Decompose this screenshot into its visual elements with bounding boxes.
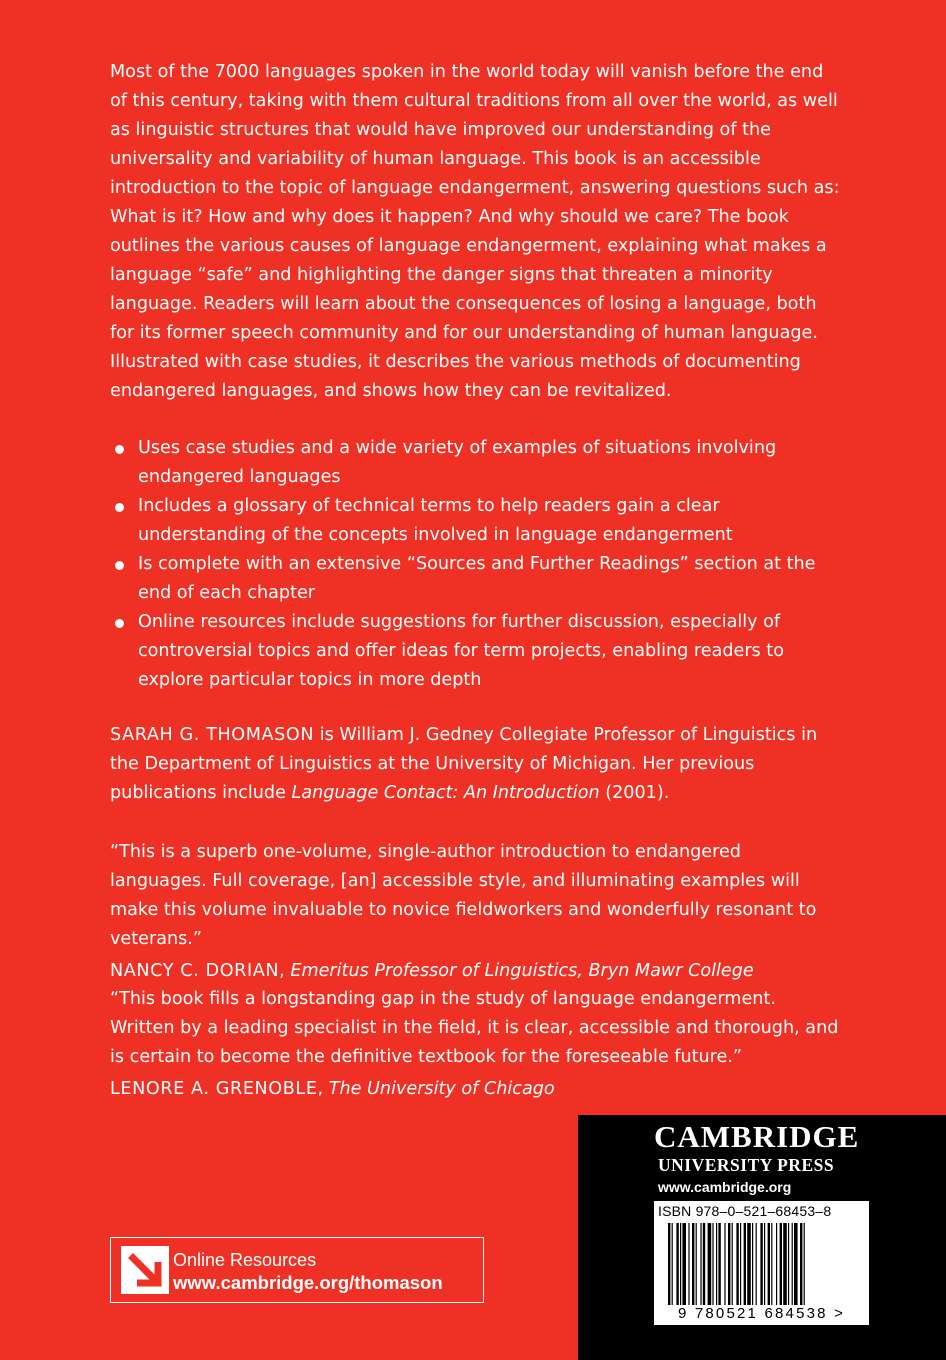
author-name: SARAH G. THOMASON (110, 725, 315, 745)
review-quote (110, 838, 842, 986)
barcode-bar (668, 1223, 670, 1305)
barcode-bar (700, 1223, 701, 1305)
list-item: Online resources include suggestions for further discussion, especially of controversial topics and offer ideas for term projects, enabling readers to explore particular topics in more depth (110, 608, 842, 695)
previous-book-title: Language Contact: An Introduction (291, 783, 600, 803)
quote-attribution: LENORE A. GRENOBLE, The University of Chicago (110, 1079, 555, 1099)
barcode-bar (672, 1223, 673, 1305)
barcode-bar (712, 1223, 713, 1305)
list-item: Includes a glossary of technical terms to help readers gain a clear understanding of the concepts involved in language endangerment (110, 492, 842, 550)
publisher-name: CAMBRIDGE (654, 1119, 860, 1154)
barcode-bar (696, 1223, 697, 1305)
barcode-bar (724, 1223, 725, 1305)
barcode-bar (703, 1223, 705, 1305)
publisher-panel (578, 1115, 946, 1360)
barcode-bar (744, 1223, 746, 1305)
barcode-bar (716, 1223, 717, 1305)
list-item: Uses case studies and a wide variety of examples of situations involving endangered languages (110, 434, 842, 492)
barcode-bar (804, 1223, 805, 1305)
barcode-bar (794, 1223, 798, 1305)
author-bio-text: is William J. Gedney Collegiate Professor of Linguistics in the Department of Linguistics at the University of Michigan. Her previous publications include (110, 725, 818, 803)
barcode-bar (764, 1223, 765, 1305)
publisher-website[interactable]: www.cambridge.org (658, 1179, 792, 1195)
barcode-bar (792, 1223, 793, 1305)
barcode-bar (736, 1223, 738, 1305)
barcode-bar (676, 1223, 678, 1305)
reviewer-affiliation: Emeritus Professor of Linguistics, Bryn Mawr College (290, 961, 754, 981)
barcode-digits: 9 780521 684538 > (677, 1305, 846, 1322)
review-quote (110, 985, 842, 1104)
quote-text: “This is a superb one-volume, single-author introduction to endangered languages. Full coverage, [an] accessible style, and illuminating examples will make this volume invaluable to novice fieldworkers and wonderfully resonant to veterans.” (110, 842, 817, 949)
barcode-bar (760, 1223, 762, 1305)
barcode-bar (771, 1223, 772, 1305)
barcode-bar (692, 1223, 694, 1305)
barcode-bar (740, 1223, 741, 1305)
barcode-bar (728, 1223, 730, 1305)
online-resources-title: Online Resources (173, 1250, 317, 1270)
barcode-bar (752, 1223, 753, 1305)
author-bio-end: (2001). (599, 783, 670, 803)
barcode-bar (776, 1223, 777, 1305)
barcode-bar (788, 1223, 789, 1305)
book-description: Most of the 7000 languages spoken in the world today will vanish before the end of this century, taking with them cultural traditions from all over the world, as well as linguistic structures that would have improved our understanding of the universality and variability of human language. This book is an accessible introduction to the topic of language endangerment, answering questions such as: What is it? How and why does it happen? And why should we care? The book outlines the various causes of language endangerment, explaining what makes a language “safe” and highlighting the danger signs that threaten a minority language. Readers will learn about the consequences of losing a language, both for its former speech community and for our understanding of human language. Illustrated with case studies, it describes the various methods of documenting endangered languages, and shows how they can be revitalized. (110, 62, 840, 401)
list-item: Is complete with an extensive “Sources and Further Readings” section at the end of each chapter (110, 550, 842, 608)
author-bio (110, 721, 842, 808)
reviewer-affiliation: The University of Chicago (328, 1079, 555, 1099)
barcode-bar (747, 1223, 751, 1305)
reviewer-name: NANCY C. DORIAN (110, 961, 280, 981)
barcode-bar (718, 1223, 720, 1305)
barcode-bar (680, 1223, 681, 1305)
online-resources-link[interactable]: www.cambridge.org/thomason (173, 1272, 443, 1293)
quote-attribution: NANCY C. DORIAN, Emeritus Professor of Linguistics, Bryn Mawr College (110, 961, 754, 981)
reviewer-name: LENORE A. GRENOBLE (110, 1079, 318, 1099)
barcode-bar (768, 1223, 770, 1305)
publisher-press: UNIVERSITY PRESS (658, 1155, 835, 1175)
arrow-icon (121, 1246, 169, 1294)
barcode-bars (668, 1223, 856, 1305)
online-resources-box[interactable] (110, 1237, 484, 1303)
barcode-bar (708, 1223, 712, 1305)
barcode-bar (783, 1223, 787, 1305)
barcode-bar (688, 1223, 689, 1305)
barcode-bar (780, 1223, 782, 1305)
barcode-bar (682, 1223, 686, 1305)
quote-text: “This book fills a longstanding gap in the study of language endangerment. Written by a leading specialist in the field, it is clear, accessible and thorough, and is certain to become the definitive textbook for the foreseeable future.” (110, 989, 839, 1067)
barcode-bar (800, 1223, 802, 1305)
barcode-bar (732, 1223, 733, 1305)
isbn-label: ISBN 978–0–521–68453–8 (658, 1203, 832, 1219)
barcode (654, 1201, 869, 1325)
barcode-bar (756, 1223, 757, 1305)
feature-list (110, 434, 842, 695)
